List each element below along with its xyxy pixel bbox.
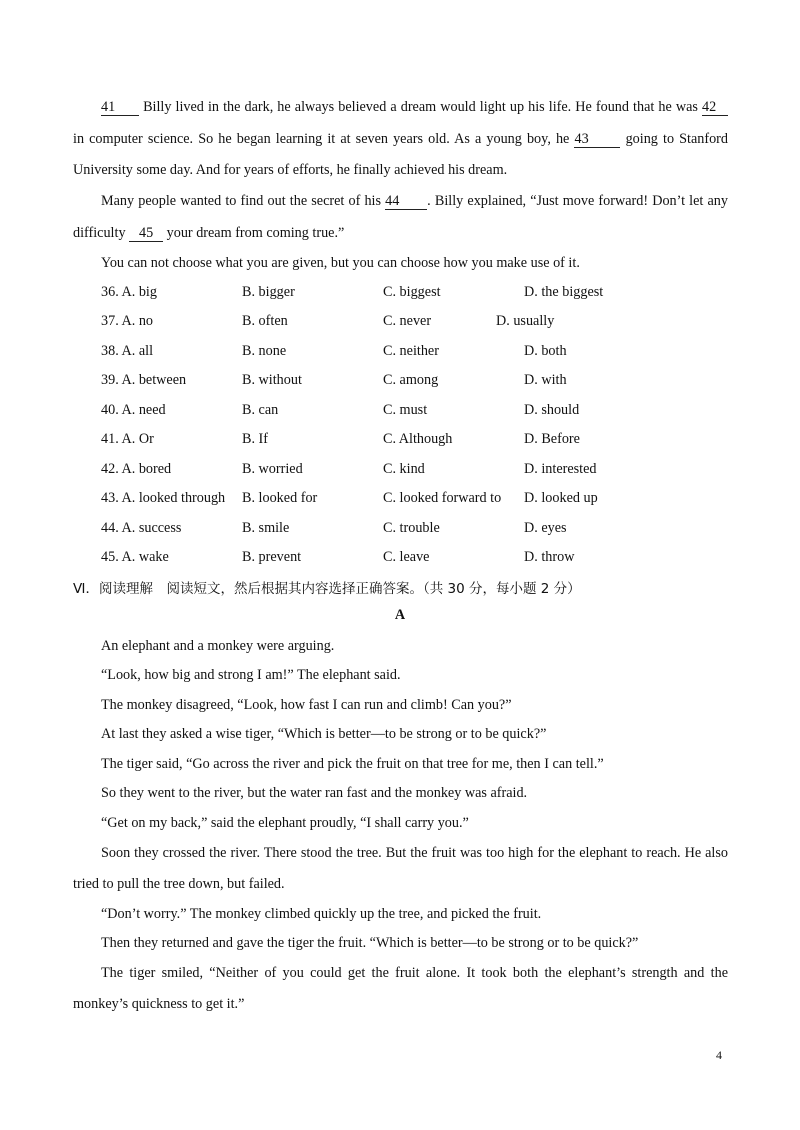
story-paragraph-continued: tried to pull the tree down, but failed. bbox=[73, 876, 285, 892]
story-paragraph: “Get on my back,” said the elephant proudly, “I shall carry you.” bbox=[101, 815, 469, 831]
section-heading: Ⅵ．阅读理解 阅读短文，然后根据其内容选择正确答案。（共 30 分，每小题 2 分） bbox=[73, 581, 581, 597]
options-row-39 bbox=[101, 371, 721, 389]
option-c: C. never bbox=[383, 313, 432, 329]
option-b: B. bigger bbox=[242, 284, 295, 300]
option-a: 40. A. need bbox=[101, 402, 166, 418]
cloze-line-4 bbox=[101, 192, 728, 210]
cloze-text: . Billy explained, “Just move forward! Don’t let any bbox=[427, 193, 728, 209]
cloze-line-1 bbox=[101, 98, 728, 116]
story-paragraph: “Look, how big and strong I am!” The elephant said. bbox=[101, 667, 401, 683]
option-c: C. kind bbox=[383, 461, 425, 477]
option-a: 42. A. bored bbox=[101, 461, 172, 477]
cloze-line-3: University some day. And for years of efforts, he finally achieved his dream. bbox=[73, 162, 508, 178]
option-c: C. neither bbox=[383, 343, 439, 359]
option-d: D. usually bbox=[496, 313, 555, 329]
option-b: B. prevent bbox=[242, 549, 302, 565]
option-a: 41. A. Or bbox=[101, 431, 154, 447]
option-b: B. smile bbox=[242, 520, 290, 536]
story-paragraph: At last they asked a wise tiger, “Which is better—to be strong or to be quick?” bbox=[101, 726, 547, 742]
option-a: 45. A. wake bbox=[101, 549, 169, 565]
options-row-45 bbox=[101, 548, 721, 566]
option-a: 36. A. big bbox=[101, 284, 157, 300]
options-row-43 bbox=[101, 489, 721, 507]
option-d: D. eyes bbox=[524, 520, 567, 536]
option-b: B. can bbox=[242, 402, 279, 418]
story-paragraph: Soon they crossed the river. There stood the tree. But the fruit was too high for the elephant to reach. He also bbox=[101, 845, 728, 861]
passage-label: A bbox=[394, 607, 406, 623]
option-d: D. both bbox=[524, 343, 567, 359]
option-c: C. among bbox=[383, 372, 439, 388]
blank-44: 44 bbox=[385, 194, 427, 210]
option-c: C. biggest bbox=[383, 284, 441, 300]
option-c: C. Although bbox=[383, 431, 453, 447]
options-row-41 bbox=[101, 430, 721, 448]
story-paragraph: The tiger smiled, “Neither of you could get the fruit alone. It took both the elephant’s strength and the bbox=[101, 965, 728, 981]
option-a: 43. A. looked through bbox=[101, 490, 226, 506]
cloze-line-6: You can not choose what you are given, but you can choose how you make use of it. bbox=[101, 255, 580, 271]
options-row-44 bbox=[101, 519, 721, 537]
options-row-38 bbox=[101, 342, 721, 360]
cloze-line-5 bbox=[73, 224, 728, 242]
option-c: C. trouble bbox=[383, 520, 440, 536]
cloze-text: Many people wanted to find out the secret of his bbox=[101, 193, 382, 209]
cloze-text: difficulty bbox=[73, 225, 126, 241]
option-b: B. often bbox=[242, 313, 288, 329]
cloze-text: your dream from coming true.” bbox=[166, 225, 345, 241]
option-b: B. worried bbox=[242, 461, 303, 477]
story-paragraph: An elephant and a monkey were arguing. bbox=[101, 638, 335, 654]
blank-43: 43 bbox=[574, 132, 620, 148]
option-a: 37. A. no bbox=[101, 313, 154, 329]
blank-42: 42 bbox=[702, 100, 728, 116]
option-b: B. none bbox=[242, 343, 287, 359]
cloze-line-2 bbox=[73, 130, 728, 148]
option-d: D. looked up bbox=[524, 490, 598, 506]
story-paragraph: So they went to the river, but the water ran fast and the monkey was afraid. bbox=[101, 785, 528, 801]
option-d: D. throw bbox=[524, 549, 575, 565]
story-paragraph-continued: monkey’s quickness to get it.” bbox=[73, 996, 245, 1012]
option-b: B. without bbox=[242, 372, 302, 388]
cloze-text: going to Stanford bbox=[625, 131, 728, 147]
option-d: D. with bbox=[524, 372, 567, 388]
cloze-text: Billy lived in the dark, he always believed a dream would light up his life. He found that he was bbox=[143, 99, 698, 115]
cloze-text: in computer science. So he began learning it at seven years old. As a young boy, he bbox=[73, 131, 570, 147]
option-d: D. interested bbox=[524, 461, 597, 477]
option-c: C. leave bbox=[383, 549, 430, 565]
option-c: C. must bbox=[383, 402, 428, 418]
page-number: 4 bbox=[716, 1048, 722, 1062]
options-row-37 bbox=[101, 312, 721, 330]
option-b: B. looked for bbox=[242, 490, 318, 506]
story-paragraph: Then they returned and gave the tiger the fruit. “Which is better—to be strong or to be quick?” bbox=[101, 935, 639, 951]
option-a: 44. A. success bbox=[101, 520, 182, 536]
option-d: D. the biggest bbox=[524, 284, 604, 300]
story-paragraph: “Don’t worry.” The monkey climbed quickly up the tree, and picked the fruit. bbox=[101, 906, 542, 922]
story-paragraph: The monkey disagreed, “Look, how fast I can run and climb! Can you?” bbox=[101, 697, 512, 713]
option-d: D. Before bbox=[524, 431, 580, 447]
option-c: C. looked forward to bbox=[383, 490, 502, 506]
story-paragraph: The tiger said, “Go across the river and pick the fruit on that tree for me, then I can tell.” bbox=[101, 756, 604, 772]
options-row-36 bbox=[101, 283, 721, 301]
option-b: B. If bbox=[242, 431, 269, 447]
blank-45: 45 bbox=[129, 226, 163, 242]
option-d: D. should bbox=[524, 402, 580, 418]
options-row-42 bbox=[101, 460, 721, 478]
option-a: 38. A. all bbox=[101, 343, 154, 359]
options-row-40 bbox=[101, 401, 721, 419]
option-a: 39. A. between bbox=[101, 372, 187, 388]
blank-41: 41 bbox=[101, 100, 139, 116]
